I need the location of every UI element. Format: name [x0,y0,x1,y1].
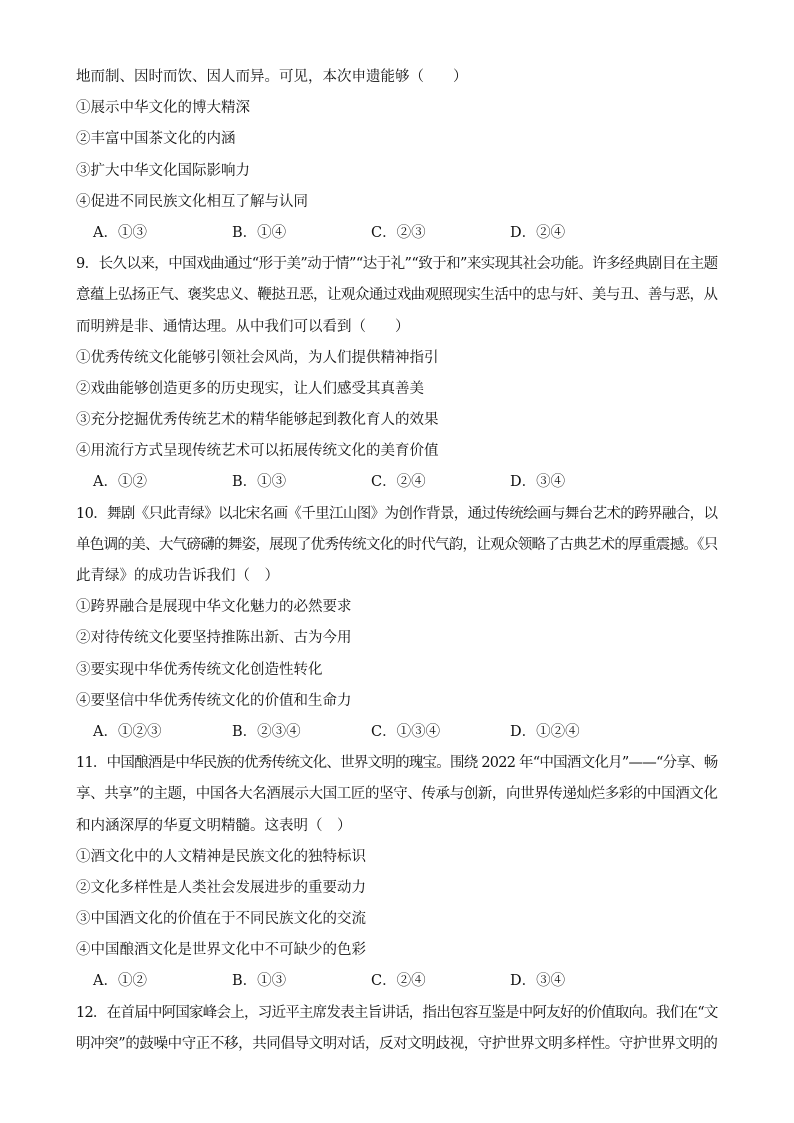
q9-stem-line-1: 9．长久以来，中国戏曲通过“形于美”动于情”“达于礼”“致于和”来实现其社会功能。许多经典剧目在主题 [76,256,718,273]
q10-option-c[interactable]: C．①③④ [371,723,441,740]
q10-options [76,717,718,748]
q9-option-a[interactable]: A．①② [93,474,147,491]
q9-item-2: ②戏曲能够创造更多的历史现实，让人们感受其真善美 [76,380,424,397]
q10-item-1: ①跨界融合是展现中华文化魅力的必然要求 [76,599,352,616]
q11-stem-line-3: 和内涵深厚的华夏文明精髓。这表明（ ） [76,817,352,834]
q8-item-4: ④促进不同民族文化相互了解与认同 [76,193,308,210]
q11-stem-line-1: 11．中国酿酒是中华民族的优秀传统文化、世界文明的瑰宝。围绕 2022 年“中国酒文化月”——“分享、畅 [76,755,718,772]
document-page [76,62,718,1060]
q10-stem-line-1: 10．舞剧《只此青绿》以北宋名画《千里江山图》为创作背景，通过传统绘画与舞台艺术的跨界融合，以 [76,505,718,522]
q10-option-b[interactable]: B．②③④ [232,723,301,740]
q9-item-1: ①优秀传统文化能够引领社会风尚，为人们提供精神指引 [76,349,439,366]
q9-stem-line-2: 意蕴上弘扬正气、褒奖忠义、鞭挞丑恶，让观众通过戏曲观照现实生活中的忠与奸、美与丑、善与恶，从 [76,287,718,304]
q8-item-1: ①展示中华文化的博大精深 [76,100,250,117]
q10-item-2: ②对待传统文化要坚持推陈出新、古为今用 [76,630,352,647]
q8-item-3: ③扩大中华文化国际影响力 [76,162,250,179]
q10-item-3: ③要实现中华优秀传统文化创造性转化 [76,661,323,678]
q12-stem-line-2: 明冲突”的鼓噪中守正不移，共同倡导文明对话，反对文明歧视，守护世界文明多样性。守护世界文明的 [76,1035,718,1052]
q10-item-4: ④要坚信中华优秀传统文化的价值和生命力 [76,692,352,709]
q9-option-d[interactable]: D．③④ [510,474,566,491]
q11-option-d[interactable]: D．③④ [510,973,566,990]
q8-option-b[interactable]: B．①④ [232,224,287,241]
q8-option-c[interactable]: C．②③ [371,224,426,241]
q11-item-2: ②文化多样性是人类社会发展进步的重要动力 [76,879,366,896]
q9-item-3: ③充分挖掘优秀传统艺术的精华能够起到教化育人的效果 [76,412,439,429]
q11-option-b[interactable]: B．①③ [232,973,287,990]
q8-item-2: ②丰富中国茶文化的内涵 [76,131,236,148]
q10-option-a[interactable]: A．①②③ [93,723,162,740]
q11-options [76,966,718,997]
q9-option-c[interactable]: C．②④ [371,474,426,491]
q8-stem-tail: 地而制、因时而饮、因人而异。可见，本次申遗能够（ ） [76,69,468,85]
q11-item-1: ①酒文化中的人文精神是民族文化的独特标识 [76,848,366,865]
q8-options [76,218,718,249]
q10-option-d[interactable]: D．①②④ [510,723,580,740]
q11-option-c[interactable]: C．②④ [371,973,426,990]
q10-stem-line-3: 此青绿》的成功告诉我们（ ） [76,568,279,584]
q11-item-3: ③中国酒文化的价值在于不同民族文化的交流 [76,911,366,928]
q11-option-a[interactable]: A．①② [93,973,147,990]
q8-option-a[interactable]: A．①③ [93,224,147,241]
q12-stem-line-1: 12．在首届中阿国家峰会上，习近平主席发表主旨讲话，指出包容互鉴是中阿友好的价值取向。我们在“文 [76,1004,718,1021]
q11-stem-line-2: 享、共享”的主题，中国各大名酒展示大国工匠的坚守、传承与创新，向世界传递灿烂多彩的中国酒文化 [76,786,718,803]
q8-option-d[interactable]: D．②④ [510,224,566,241]
q10-stem-line-2: 单色调的美、大气磅礴的舞姿，展现了优秀传统文化的时代气韵，让观众领略了古典艺术的厚重震撼。《只 [76,536,718,553]
q9-stem-line-3: 而明辨是非、通情达理。从中我们可以看到（ ） [76,318,410,335]
q9-option-b[interactable]: B．①③ [232,474,287,491]
q9-item-4: ④用流行方式呈现传统艺术可以拓展传统文化的美育价值 [76,443,439,460]
q11-item-4: ④中国酿酒文化是世界文化中不可缺少的色彩 [76,942,366,959]
q9-options [76,467,718,498]
